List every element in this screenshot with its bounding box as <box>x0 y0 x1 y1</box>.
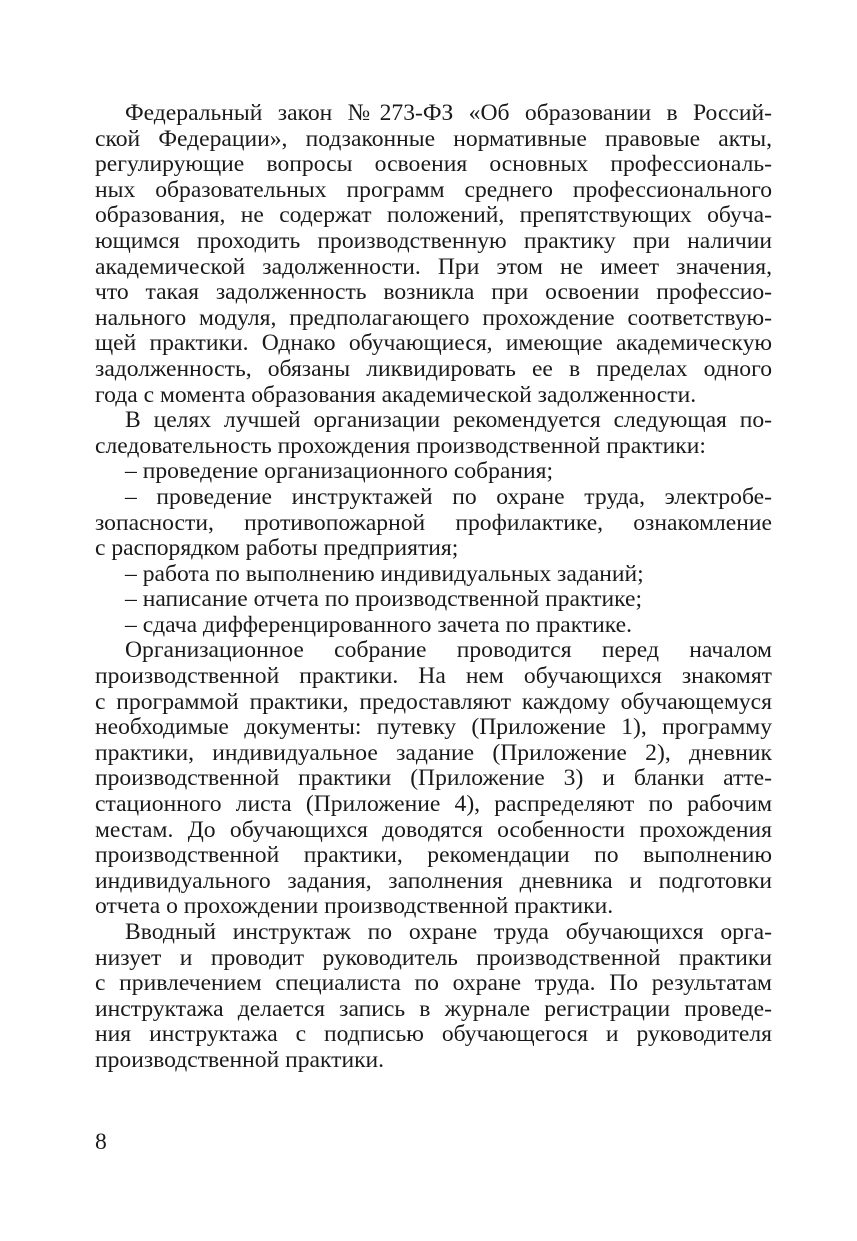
text-line: щей практики. Однако обучающиеся, имеющие академическую <box>95 330 772 357</box>
text-line: отчета о прохождении производственной практики. <box>95 893 614 920</box>
text-line: стационного листа (Приложение 4), распределяют по рабочим <box>95 791 772 818</box>
text-line: ных образовательных программ среднего профессионального <box>95 176 772 203</box>
text-line: – проведение организационного собрания; <box>125 458 554 485</box>
text-line: что такая задолженность возникла при освоении профессио- <box>95 279 772 306</box>
paragraph <box>95 920 772 1074</box>
text-line: с распорядком работы предприятия; <box>95 535 459 562</box>
text-line: В целях лучшей организации рекомендуется следующая по- <box>125 407 772 434</box>
text-line: местам. До обучающихся доводятся особенности прохождения <box>95 816 772 843</box>
text-line: необходимые документы: путевку (Приложение 1), программу <box>95 714 772 741</box>
text-line: Организационное собрание проводится перед началом <box>125 637 772 664</box>
text-line: производственной практики (Приложение 3) и бланки атте- <box>95 765 772 792</box>
text-line: производственной практики. На нем обучающихся знакомят <box>95 663 772 690</box>
text-line: Вводный инструктаж по охране труда обучающихся орга- <box>125 919 772 945</box>
text-line: – сдача дифференцированного зачета по практике. <box>125 611 633 638</box>
text-line: ской Федерации», подзаконные нормативные правовые акты, <box>95 125 772 152</box>
text-line: зопасности, противопожарной профилактике, ознакомление <box>95 509 772 536</box>
body-text <box>95 101 772 1074</box>
paragraph <box>95 638 772 920</box>
text-line: инструктажа делается запись в журнале регистрации проведе- <box>95 995 772 1022</box>
paragraph <box>95 101 772 408</box>
text-line: задолженность, обязаны ликвидировать ее в пределах одного <box>95 355 772 382</box>
text-line: с программой практики, предоставляют каждому обучающемуся <box>95 688 772 715</box>
text-line: академической задолженности. При этом не имеет значения, <box>95 253 772 280</box>
list-item <box>95 587 772 613</box>
text-line: регулирующие вопросы освоения основных профессиональ- <box>95 151 772 178</box>
list-item <box>95 562 772 588</box>
text-line: производственной практики, рекомендации по выполнению <box>95 842 772 869</box>
text-line: – написание отчета по производственной практике; <box>125 586 642 613</box>
text-line: с привлечением специалиста по охране труда. По результатам <box>95 970 772 997</box>
text-line: низует и проводит руководитель производственной практики <box>95 944 772 971</box>
page-number: 8 <box>95 1129 107 1155</box>
list-item <box>95 459 772 485</box>
text-line: производственной практики. <box>95 1046 385 1073</box>
text-line: ющимся проходить производственную практику при наличии <box>95 227 772 254</box>
text-line: – работа по выполнению индивидуальных заданий; <box>125 560 644 587</box>
text-line: следовательность прохождения производственной практики: <box>95 432 706 459</box>
text-line: нального модуля, предполагающего прохождение соответствую- <box>95 304 772 331</box>
text-line: – проведение инструктажей по охране труда, электробе- <box>125 483 772 510</box>
list-item <box>95 613 772 639</box>
paragraph <box>95 408 772 459</box>
text-line: Федеральный закон №273-ФЗ «Об образовании в Россий- <box>125 100 772 126</box>
text-line: года с момента образования академической задолженности. <box>95 381 697 408</box>
text-line: образования, не содержат положений, препятствующих обуча- <box>95 202 772 229</box>
text-line: ния инструктажа с подписью обучающегося и руководителя <box>95 1021 772 1048</box>
text-line: индивидуального задания, заполнения дневника и подготовки <box>95 867 772 894</box>
text-line: практики, индивидуальное задание (Приложение 2), дневник <box>95 739 772 766</box>
list-item <box>95 485 772 562</box>
